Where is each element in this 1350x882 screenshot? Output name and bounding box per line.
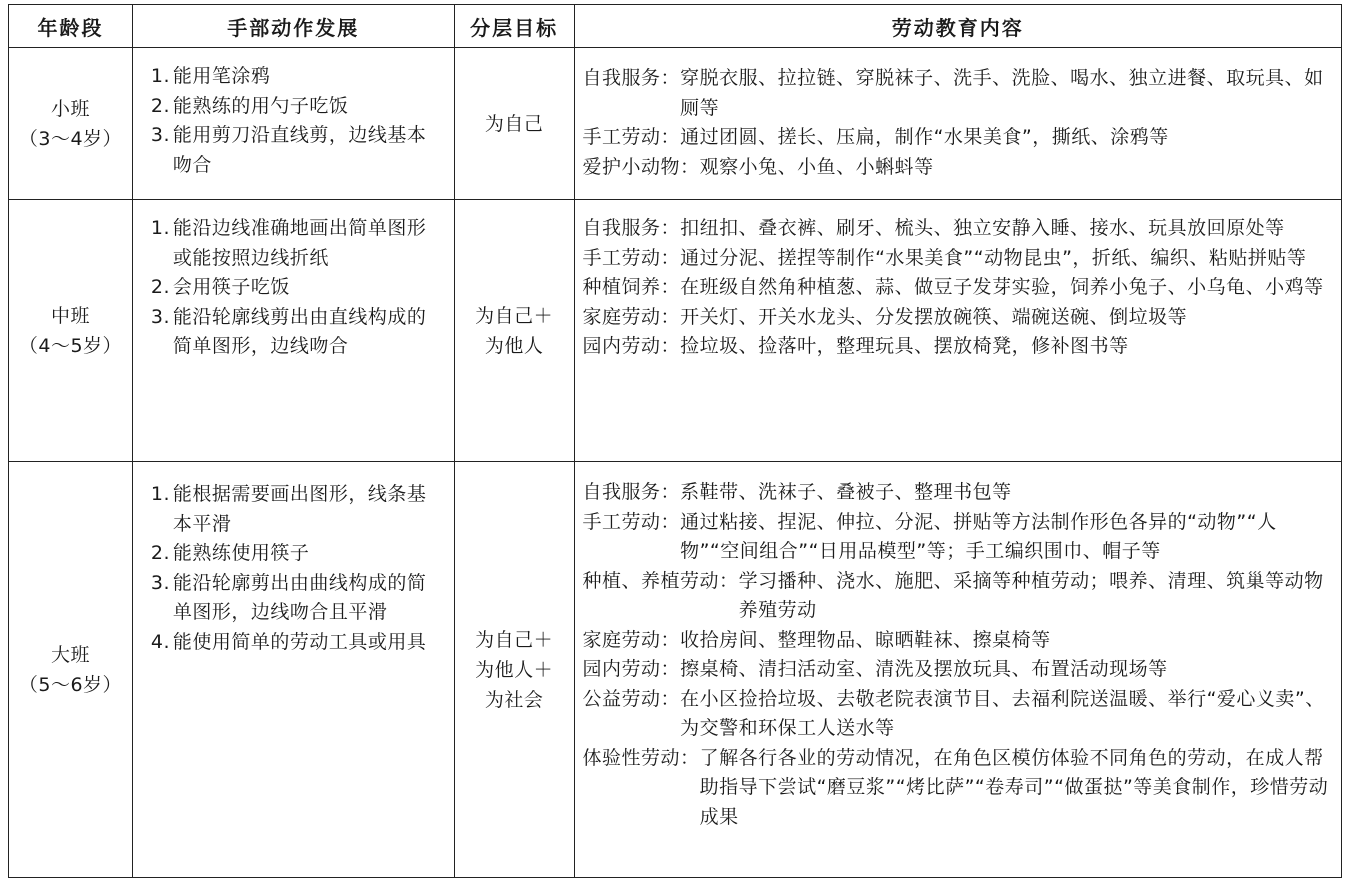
item-number: 3. [150,124,171,146]
content-entry [583,303,1335,333]
item-text: 能用笔涂鸦 [172,65,271,87]
age-name: 中班 [50,304,90,327]
entry-text: 收拾房间、整理物品、晾晒鞋袜、擦桌椅等 [680,628,1051,651]
goal-line: 为他人＋ [475,658,554,681]
hand-item [151,92,444,122]
content-entry [583,567,1335,626]
age-cell [9,462,133,878]
entry-text: 扣纽扣、叠衣裤、刷牙、梳头、独立安静入睡、接水、玩具放回原处等 [680,217,1285,239]
hand-item [151,121,444,180]
item-text: 能熟练使用筷子 [172,542,310,564]
item-text: 能沿边线准确地画出简单图形或能按照边线折纸 [172,217,427,269]
content-entry [583,273,1335,303]
entry-label: 种植饲养： [582,276,681,298]
content-entry [583,685,1335,744]
content-entry [583,508,1335,567]
item-number: 2. [150,276,171,298]
content-entry [583,655,1335,685]
goal-line: 为他人 [484,334,544,357]
item-number: 1. [150,65,171,87]
age-range: （4～5岁） [18,334,123,357]
entry-label: 家庭劳动： [582,305,681,328]
age-range: （3～4岁） [18,127,123,150]
goal-line: 为自己＋ [475,628,554,651]
goal-line: 为自己＋ [475,304,554,327]
entry-text: 了解各行各业的劳动情况，在角色区模仿体验不同角色的劳动，在成人帮助指导下尝试“磨豆浆”“烤比萨”“卷寿司”“做蛋挞”等美食制作，珍惜劳动成果 [699,746,1329,828]
content-entry [583,153,1335,183]
item-text: 能沿轮廓线剪出由直线构成的简单图形，边线吻合 [172,305,427,357]
entry-label: 自我服务： [582,481,681,503]
hand-item [151,569,444,628]
labor-education-table [8,4,1342,878]
content-cell [574,462,1341,878]
entry-label: 爱护小动物： [582,155,700,178]
hand-item [151,303,444,362]
hand-item [151,273,444,303]
header-layered-goal: 分层目标 [454,5,574,48]
hand-cell [132,48,454,200]
goal-line: 为自己 [484,112,544,135]
item-text: 能用剪刀沿直线剪，边线基本吻合 [172,124,427,176]
age-name: 小班 [50,97,90,120]
goal-cell [454,48,574,200]
content-cell [574,48,1341,200]
entry-label: 自我服务： [582,217,681,239]
entry-text: 系鞋带、洗袜子、叠被子、整理书包等 [680,481,1012,503]
entry-label: 手工劳动： [582,246,681,269]
age-cell [9,48,133,200]
content-cell [574,200,1341,462]
entry-text: 通过团圆、搓长、压扁，制作“水果美食”，撕纸、涂鸦等 [680,126,1169,148]
entry-text: 擦桌椅、清扫活动室、清洗及摆放玩具、布置活动现场等 [680,658,1168,680]
entry-text: 学习播种、浇水、施肥、采摘等种植劳动；喂养、清理、筑巢等动物养殖劳动 [738,569,1324,621]
header-age-group: 年龄段 [9,5,133,48]
item-text: 能熟练的用勺子吃饭 [172,94,349,117]
entry-label: 体验性劳动： [582,746,700,769]
age-range: （5～6岁） [18,673,123,696]
hand-cell [132,462,454,878]
age-name: 大班 [50,643,90,666]
hand-item [151,214,444,273]
header-hand-movement: 手部动作发展 [132,5,454,48]
goal-cell [454,462,574,878]
item-number: 4. [150,630,171,653]
entry-text: 通过粘接、捏泥、伸拉、分泥、拼贴等方法制作形色各异的“动物”“人物”“空间组合”“日用品模型”等；手工编织围巾、帽子等 [680,510,1277,562]
table-row [9,48,1342,200]
item-number: 3. [150,571,171,594]
item-text: 能使用简单的劳动工具或用具 [172,630,427,653]
item-text: 能沿轮廓剪出由曲线构成的简单图形，边线吻合且平滑 [172,571,427,623]
entry-text: 捡垃圾、捡落叶，整理玩具、摆放椅凳，修补图书等 [680,335,1129,357]
hand-item [151,480,444,539]
header-labor-content: 劳动教育内容 [574,5,1341,48]
content-entry [583,244,1335,274]
content-entry [583,332,1335,362]
entry-label: 家庭劳动： [582,628,681,651]
item-number: 2. [150,542,171,564]
entry-text: 通过分泥、搓捏等制作“水果美食”“动物昆虫”，折纸、编织、粘贴拼贴等 [680,246,1307,269]
item-text: 能根据需要画出图形，线条基本平滑 [172,483,427,535]
entry-label: 园内劳动： [582,658,681,680]
header-row [9,5,1342,48]
hand-item [151,539,444,569]
hand-cell [132,200,454,462]
hand-item [151,62,444,92]
entry-label: 手工劳动： [582,510,681,533]
table-row [9,200,1342,462]
entry-text: 在小区捡拾垃圾、去敬老院表演节目、去福利院送温暖、举行“爱心义卖”、为交警和环保工人送水等 [680,687,1325,739]
content-entry [583,744,1335,833]
content-entry [583,626,1335,656]
content-entry [583,123,1335,153]
entry-label: 手工劳动： [582,126,681,148]
entry-label: 自我服务： [582,67,681,89]
item-number: 1. [150,217,171,239]
table-row [9,462,1342,878]
content-entry [583,214,1335,244]
content-entry [583,64,1335,123]
item-number: 3. [150,305,171,328]
content-entry [583,478,1335,508]
entry-label: 种植、养植劳动： [582,569,739,592]
entry-text: 在班级自然角种植葱、蒜、做豆子发芽实验，饲养小兔子、小乌龟、小鸡等 [680,276,1324,298]
entry-label: 园内劳动： [582,335,681,357]
table-header [9,5,1342,48]
item-number: 2. [150,94,171,117]
item-number: 1. [150,483,171,505]
goal-line: 为社会 [484,688,544,711]
item-text: 会用筷子吃饭 [172,276,290,298]
entry-text: 开关灯、开关水龙头、分发摆放碗筷、端碗送碗、倒垃圾等 [680,305,1188,328]
goal-cell [454,200,574,462]
hand-item [151,628,444,658]
entry-text: 观察小兔、小鱼、小蝌蚪等 [699,155,934,178]
entry-label: 公益劳动： [582,687,681,710]
entry-text: 穿脱衣服、拉拉链、穿脱袜子、洗手、洗脸、喝水、独立进餐、取玩具、如厕等 [680,67,1324,119]
age-cell [9,200,133,462]
